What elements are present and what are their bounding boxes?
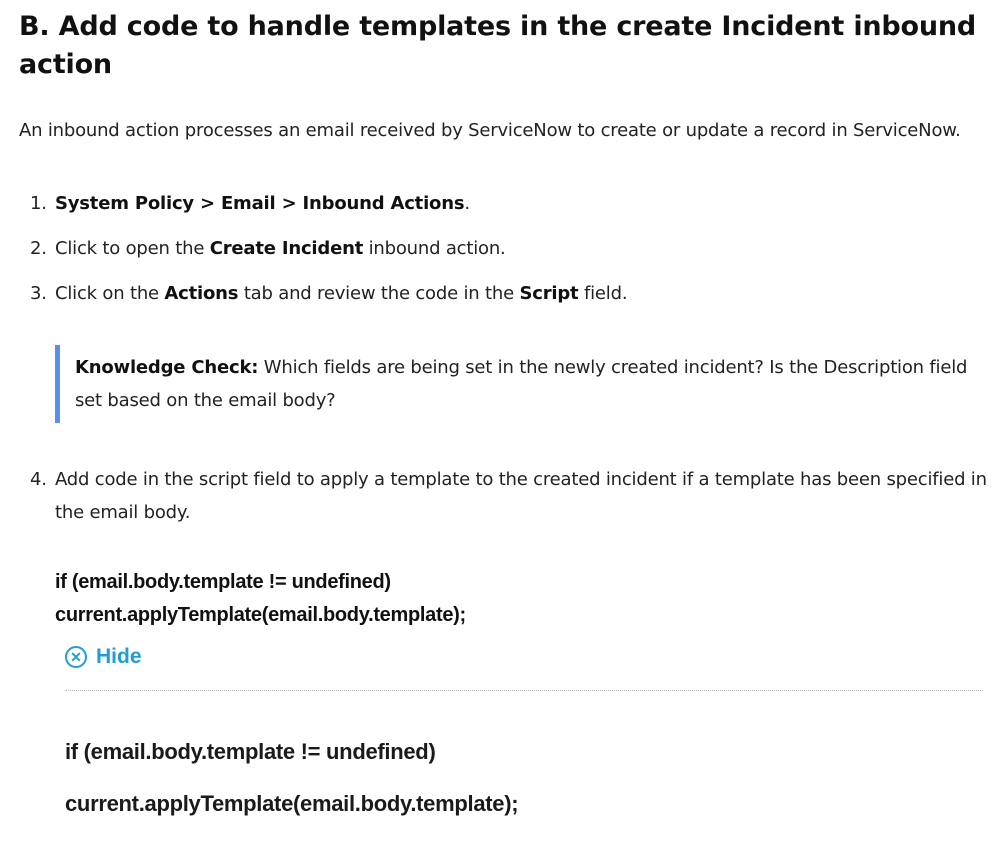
tab-name: Actions bbox=[164, 283, 239, 304]
step-text: Click on the bbox=[55, 283, 165, 304]
step-3 bbox=[19, 277, 994, 310]
step-number: 3. bbox=[30, 283, 47, 304]
close-circle-icon: ✕ bbox=[65, 646, 87, 668]
step-2 bbox=[19, 232, 994, 265]
knowledge-check-callout bbox=[55, 345, 975, 423]
steps-list bbox=[19, 187, 994, 310]
step-text: Add code in the script field to apply a template to the created incident if a template has been specified in the email body. bbox=[55, 469, 987, 523]
step-4 bbox=[19, 463, 994, 529]
step-text: inbound action. bbox=[363, 238, 506, 259]
hide-toggle-button[interactable] bbox=[65, 640, 994, 674]
menu-path: System Policy > Email > Inbound Actions bbox=[55, 193, 465, 214]
divider bbox=[65, 690, 983, 691]
section-title: B. Add code to handle templates in the create Incident inbound action bbox=[19, 11, 977, 80]
knowledge-check-label: Knowledge Check: bbox=[75, 357, 259, 378]
code-line: current.applyTemplate(email.body.template); bbox=[55, 604, 466, 626]
code-line: current.applyTemplate(email.body.template); bbox=[65, 791, 519, 816]
expanded-code-block bbox=[65, 726, 994, 830]
knowledge-check-text: Which fields are being set in the newly created incident? Is the Description field set based on the email body? bbox=[75, 357, 968, 411]
step-1 bbox=[19, 187, 994, 220]
step-text: . bbox=[464, 193, 470, 214]
step-text: Click to open the bbox=[55, 238, 210, 259]
field-name: Script bbox=[519, 283, 579, 304]
code-line: if (email.body.template != undefined) bbox=[55, 571, 391, 593]
steps-list-continued bbox=[19, 463, 994, 529]
step-number: 4. bbox=[30, 469, 47, 490]
step-number: 1. bbox=[30, 193, 47, 214]
step-text: tab and review the code in the bbox=[238, 283, 520, 304]
section-intro: An inbound action processes an email received by ServiceNow to create or update a record in ServiceNow. bbox=[19, 120, 961, 141]
step-text: field. bbox=[578, 283, 628, 304]
code-snippet bbox=[55, 566, 994, 632]
record-name: Create Incident bbox=[209, 238, 364, 259]
code-line: if (email.body.template != undefined) bbox=[65, 739, 436, 764]
hide-toggle-label: Hide bbox=[96, 645, 142, 668]
lab-section bbox=[19, 8, 994, 830]
step-number: 2. bbox=[30, 238, 47, 259]
